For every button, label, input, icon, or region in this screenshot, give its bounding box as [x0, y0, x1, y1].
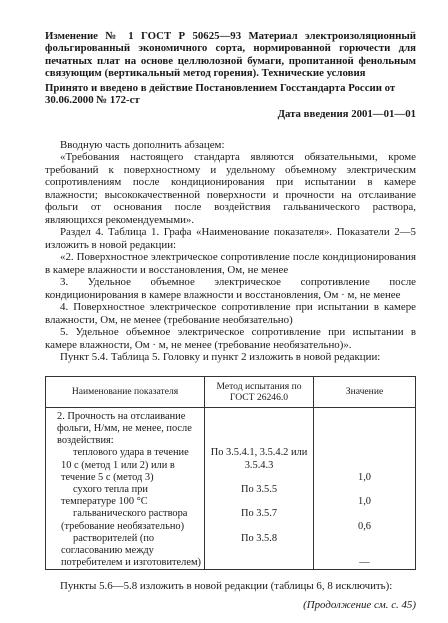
table-cell — [314, 533, 416, 570]
approval-line: Принято и введено в действие Постановлением Госстандарта России от 30.06.2000 № 172-ст — [45, 81, 396, 107]
table-cell — [314, 407, 416, 447]
paragraph: Вводную часть дополнить абзацем: — [60, 138, 225, 151]
row-value: — — [359, 557, 370, 569]
paragraph: Раздел 4. Таблица 1. Графа «Наименование показателя». Показатели 2—5 изложить в новой редакции: — [45, 226, 416, 251]
row-name: гальванического раствора (требование необязательно) — [61, 508, 188, 532]
table-cell — [314, 508, 416, 532]
table-row — [46, 533, 416, 570]
spacer — [317, 533, 412, 545]
table-row — [46, 447, 416, 484]
amendment-title: Изменение № 1 ГОСТ Р 50625—93 Материал электроизоляционный фольгированный экономичного сорта, нормированной горючести для печатных плат на основе целлюлозной бумаги, пропитанной фенольным связующим (вертикальный метод горения). Технические условия — [45, 30, 416, 80]
table-cell: По 3.5.5 — [205, 484, 314, 508]
paragraph: Пункт 5.4. Таблица 5. Головку и пункт 2 изложить в новой редакции: — [60, 351, 381, 364]
row-value: 0,6 — [358, 520, 371, 532]
table-header-cell: Значение — [314, 376, 416, 407]
indicators-table — [45, 376, 416, 571]
table-cell: По 3.5.4.1, 3.5.4.2 или 3.5.4.3 — [205, 447, 314, 484]
effective-date: Дата введения 2001—01—01 — [277, 108, 416, 121]
row-name: растворителей (по согласованию между потребителем и изготовителем) — [61, 532, 201, 569]
table-cell — [46, 407, 205, 447]
spacer — [317, 508, 412, 520]
continuation-note: (Продолжение см. с. 45) — [303, 599, 416, 611]
table-cell — [46, 447, 205, 484]
spacer — [317, 447, 412, 459]
table-row — [46, 407, 416, 447]
paragraph: 5. Удельное объемное электрическое сопротивление при испытании в камере влажности, Ом · м, не менее (требование необязательно)». — [45, 326, 416, 351]
paragraph: «Требования настоящего стандарта являются обязательными, кроме требований к поверхностному и удельному объемному электрическим сопротивлениям после кондиционирования при испытании в камере влажности; высококачественной поверхности и прочности на отслаивание фольги от основания после воздействия гальванического раствора, являющихся рекомендуемыми». — [45, 151, 416, 226]
row-name: сухого тепла при температуре 100 °С — [61, 484, 148, 508]
table-header-row — [46, 376, 416, 407]
spacer — [317, 484, 412, 496]
row-name: теплового удара в течение 10 с (метод 1 или 2) или в течение 5 с (метод 3) — [61, 447, 189, 483]
table-cell: По 3.5.8 — [205, 533, 314, 570]
table-cell — [205, 407, 314, 447]
spacer — [317, 545, 412, 557]
document-body — [45, 139, 416, 593]
table-row — [46, 508, 416, 532]
table-header-cell: Метод испытания по ГОСТ 26246.0 — [205, 376, 314, 407]
table-row — [46, 484, 416, 508]
table-cell — [314, 484, 416, 508]
table-cell: По 3.5.7 — [205, 508, 314, 532]
paragraph: 3. Удельное объемное электрическое сопротивление после кондиционирования в камере влажности и восстановления, Ом · м, не менее — [45, 276, 416, 301]
table-header-cell: Наименование показателя — [46, 376, 205, 407]
table-cell — [46, 508, 205, 532]
row-name: 2. Прочность на отслаивание фольги, Н/мм, не менее, после воздействия: — [57, 410, 192, 447]
paragraph: 4. Поверхностное электрическое сопротивление при испытании в камере влажности, Ом, не менее (требование необязательно) — [45, 301, 416, 326]
table-cell — [314, 447, 416, 484]
row-value: 1,0 — [358, 471, 371, 483]
paragraph: Пункты 5.6—5.8 изложить в новой редакции (таблицы 6, 8 исключить): — [60, 580, 393, 593]
spacer — [317, 460, 412, 472]
table-cell — [46, 484, 205, 508]
table-cell — [46, 533, 205, 570]
paragraph: «2. Поверхностное электрическое сопротивление после кондиционирования в камере влажности и восстановления, Ом, не менее — [45, 251, 416, 276]
row-value: 1,0 — [358, 496, 371, 508]
